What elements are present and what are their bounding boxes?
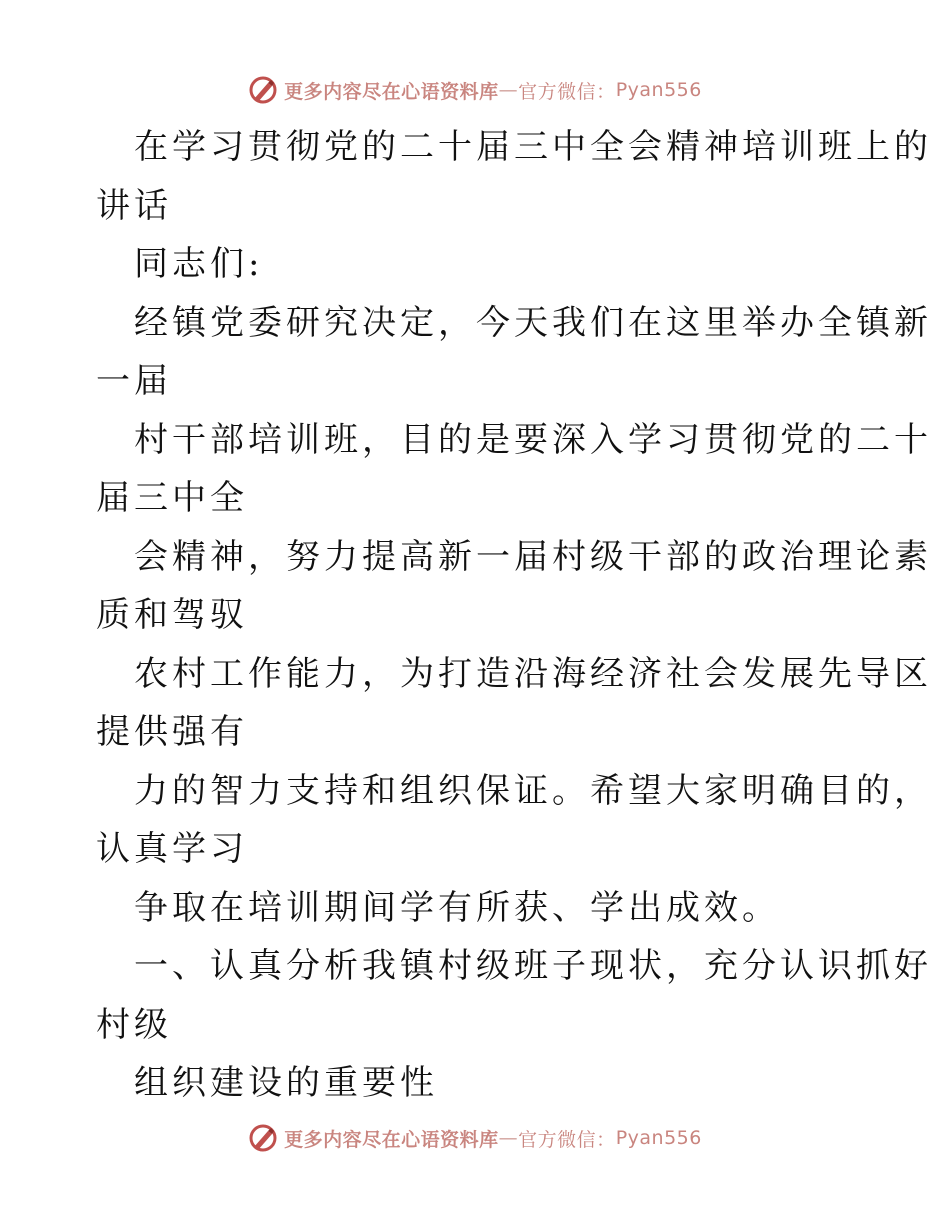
pen-logo-icon [248, 1123, 278, 1153]
paragraph-line: 组织建设的重要性 [134, 1063, 438, 1103]
watermark-brand: 更多内容尽在心语资料库 [284, 80, 499, 103]
paragraph-line: 经镇党委研究决定，今天我们在这里举办全镇新 [134, 302, 932, 343]
paragraph-line: 力的智力支持和组织保证。希望大家明确目的， [134, 770, 932, 811]
paragraph-line: 认真学习 [96, 829, 248, 869]
document-body [96, 118, 932, 1113]
paragraph-line: 争取在培训期间学有所获、学出成效。 [134, 887, 780, 928]
paragraph-line: 农村工作能力，为打造沿海经济社会发展先导区 [134, 653, 932, 694]
paragraph-line: 质和驾驭 [96, 595, 248, 635]
watermark-handle: Pyan556 [615, 1127, 702, 1149]
paragraph-line: 届三中全 [96, 478, 248, 518]
paragraph-line: 村干部培训班，目的是要深入学习贯彻党的二十 [134, 419, 932, 460]
paragraph-line: 讲话 [96, 185, 172, 226]
watermark-official: 官方微信： [518, 80, 616, 103]
paragraph-line: 在学习贯彻党的二十届三中全会精神培训班上的 [134, 127, 932, 167]
paragraph-line: 会精神，努力提高新一届村级干部的政治理论素 [134, 536, 932, 577]
paragraph-line: 村级 [96, 1004, 172, 1045]
watermark-handle: Pyan556 [615, 79, 702, 101]
header-watermark [0, 70, 950, 110]
footer-watermark [0, 1118, 950, 1158]
pen-logo-icon [248, 75, 278, 105]
paragraph-line: 提供强有 [96, 712, 248, 752]
watermark-separator: — [498, 1127, 519, 1149]
paragraph-line: 一、认真分析我镇村级班子现状，充分认识抓好 [134, 946, 932, 986]
paragraph-line: 一届 [96, 361, 172, 401]
watermark-separator: — [498, 79, 519, 101]
paragraph-line: 同志们: [134, 244, 264, 284]
watermark-brand: 更多内容尽在心语资料库 [284, 1128, 499, 1151]
watermark-official: 官方微信： [518, 1128, 616, 1151]
